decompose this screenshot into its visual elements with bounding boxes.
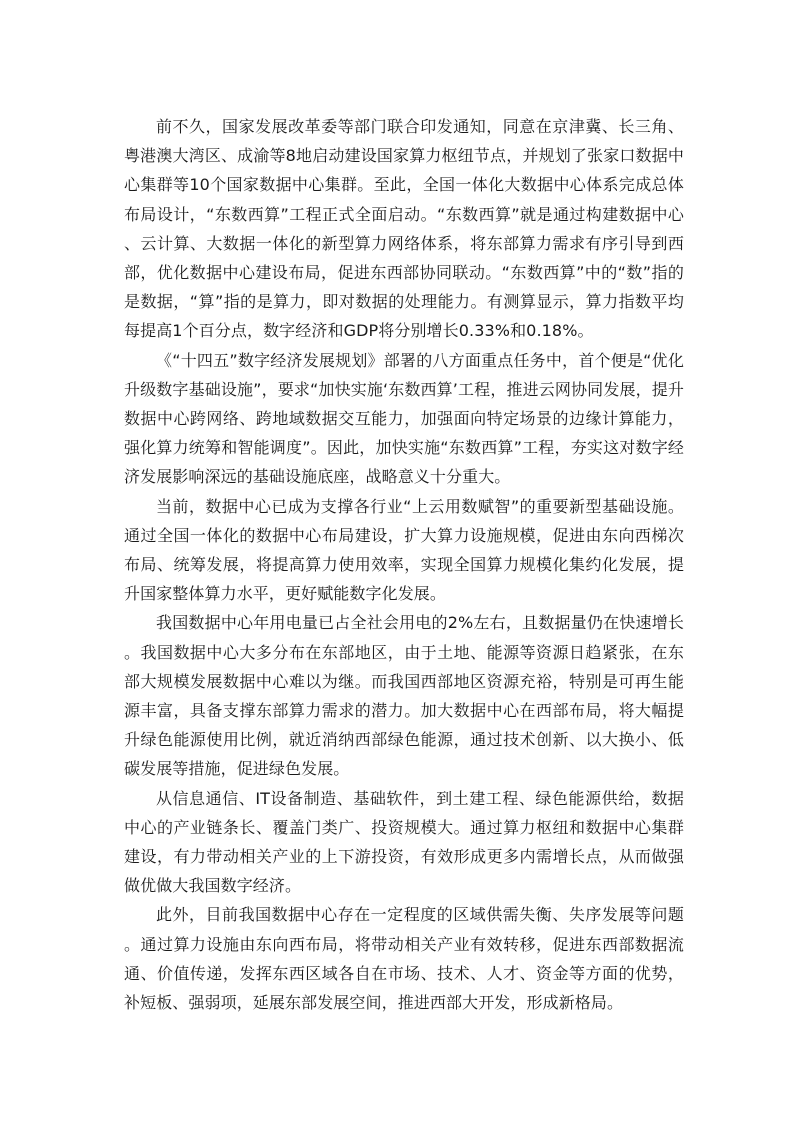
paragraph-2: 《“十四五”数字经济发展规划》部署的八方面重点任务中，首个便是“优化升级数字基础设施”，要求“加快实施‘东数西算’工程，推进云网协同发展，提升数据中心跨网络、跨地域数据交互能力，加强面向特定场景的边缘计算能力，强化算力统筹和智能调度”。因此，加快实施“东数西算”工程，夯实这对数字经济发展影响深远的基础设施底座，战略意义十分重大。 [124,350,684,487]
document-body [124,112,684,1017]
paragraph-4: 我国数据中心年用电量已占全社会用电的2%左右，且数据量仍在快速增长。我国数据中心大多分布在东部地区，由于土地、能源等资源日趋紧张，在东部大规模发展数据中心难以为继。而我国西部地区资源充裕，特别是可再生能源丰富，具备支撑东部算力需求的潜力。加大数据中心在西部布局，将大幅提升绿色能源使用比例，就近消纳西部绿色能源，通过技术创新、以大换小、低碳发展等措施，促进绿色发展。 [124,613,684,779]
paragraph-3: 当前，数据中心已成为支撑各行业“上云用数赋智”的重要新型基础设施。通过全国一体化的数据中心布局建设，扩大算力设施规模，促进由东向西梯次布局、统筹发展，将提高算力使用效率，实现全国算力规模化集约化发展，提升国家整体算力水平，更好赋能数字化发展。 [124,496,684,604]
paragraph-5: 从信息通信、IT设备制造、基础软件，到土建工程、绿色能源供给，数据中心的产业链条长、覆盖门类广、投资规模大。通过算力枢纽和数据中心集群建设，有力带动相关产业的上下游投资，有效形成更多内需增长点，从而做强做优做大我国数字经济。 [124,788,684,896]
paragraph-1: 前不久，国家发展改革委等部门联合印发通知，同意在京津冀、长三角、粤港澳大湾区、成渝等8地启动建设国家算力枢纽节点，并规划了张家口数据中心集群等10个国家数据中心集群。至此，全国一体化大数据中心体系完成总体布局设计，“东数西算”工程正式全面启动。“东数西算”就是通过构建数据中心、云计算、大数据一体化的新型算力网络体系，将东部算力需求有序引导到西部，优化数据中心建设布局，促进东西部协同联动。“东数西算”中的“数”指的是数据，“算”指的是算力，即对数据的处理能力。有测算显示，算力指数平均每提高1个百分点，数字经济和GDP将分别增长0.33%和0.18%。 [124,117,684,341]
paragraph-6: 此外，目前我国数据中心存在一定程度的区域供需失衡、失序发展等问题。通过算力设施由东向西布局，将带动相关产业有效转移，促进东西部数据流通、价值传递，发挥东西区域各自在市场、技术、人才、资金等方面的优势，补短板、强弱项，延展东部发展空间，推进西部大开发，形成新格局。 [124,905,684,1013]
